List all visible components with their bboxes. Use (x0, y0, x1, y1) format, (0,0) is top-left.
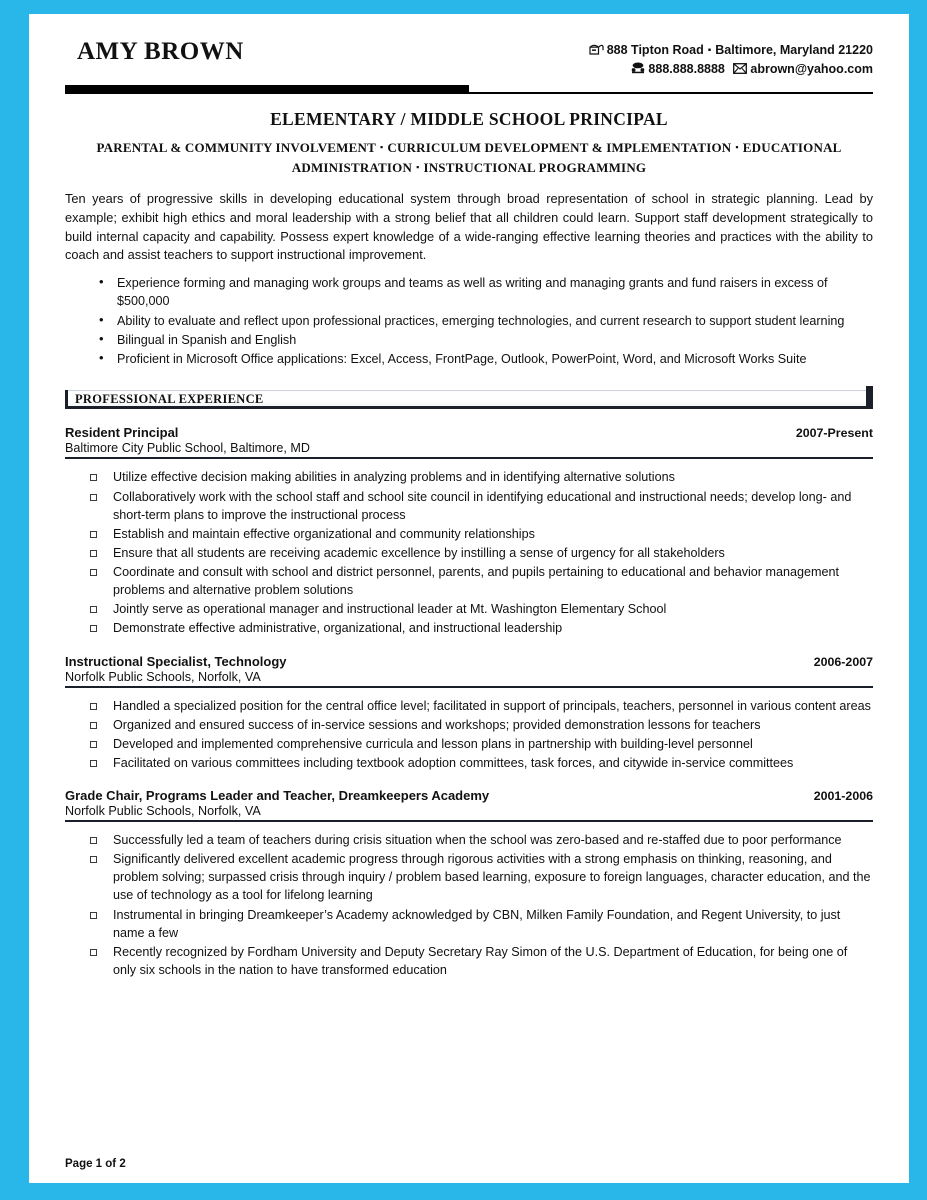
list-item: Ensure that all students are receiving academic excellence by instilling a sense of urgency for all stakeholders (87, 544, 873, 562)
list-item: • Ability to evaluate and reflect upon professional practices, emerging technologies, and current research to support student learning (99, 312, 873, 330)
section-bar-right-cap (866, 386, 873, 409)
list-item: Successfully led a team of teachers during crisis situation when the school was zero-based and re-staffed due to poor performance (87, 831, 873, 849)
email-link[interactable]: abrown@yahoo.com (750, 62, 873, 77)
job-role: Instructional Specialist, Technology (65, 653, 287, 669)
list-item: • Experience forming and managing work groups and teams as well as writing and managing grants and fund raisers in excess of $500,000 (99, 274, 873, 311)
city-state-zip-text: Baltimore, Maryland 21220 (715, 43, 873, 57)
section-title: PROFESSIONAL EXPERIENCE (75, 392, 264, 407)
summary-highlights-list (65, 274, 873, 368)
phone-text: 888.888.8888 (648, 62, 725, 77)
job-bullet-list (65, 468, 873, 637)
job-header (65, 654, 873, 669)
contact-phone-email-line (589, 60, 873, 79)
contact-block (589, 38, 873, 80)
header-thick-rule (65, 85, 469, 94)
summary-paragraph: Ten years of progressive skills in developing educational system through broad representation of school in strategic planning. Lead by example; exhibit high ethics and moral leadership with a strong belief that all children could learn. Support staff development strategically to build internal capacity and capability. Possess expert knowledge of a wide-ranging effective learning theories and practices with the ability to coach and assist teachers to support instructional improvement. (65, 191, 873, 263)
job-organization: Norfolk Public Schools, Norfolk, VA (65, 670, 873, 688)
address-text: 888 Tipton Road (606, 43, 704, 57)
job-organization: Baltimore City Public School, Baltimore, MD (65, 441, 873, 459)
specialty-2: CURRICULUM DEVELOPMENT & IMPLEMENTATION (387, 139, 732, 155)
specialty-4: INSTRUCTIONAL PROGRAMMING (423, 159, 647, 175)
list-item: Handled a specialized position for the central office level; facilitated in support of principals, teachers, personnel in various content areas (87, 697, 873, 715)
specialty-1: PARENTAL & COMMUNITY INVOLVEMENT (96, 139, 376, 155)
list-item: Coordinate and consult with school and district personnel, parents, and pupils pertaining to educational and behavior management problems and alternative problem solutions (87, 563, 873, 599)
job-dates: 2007-Present (795, 426, 873, 441)
contact-separator-1: ▪ (707, 45, 712, 56)
telephone-icon (631, 62, 645, 74)
specialty-separator-2: ▪ (735, 141, 739, 152)
specialty-separator-3: ▪ (416, 161, 420, 172)
experience-entry (65, 654, 873, 773)
list-item: Collaboratively work with the school staff and school site council in identifying educational and instructional needs; develop long- and short-term plans to improve the instructional process (87, 488, 873, 524)
mailbox-icon (589, 43, 604, 55)
specialties-line (79, 138, 859, 178)
job-header (65, 788, 873, 803)
list-item: Organized and ensured success of in-service sessions and workshops; provided demonstration lessons for teachers (87, 716, 873, 734)
specialty-3: EDUCATIONAL ADMINISTRATION (291, 139, 842, 175)
list-item: Instrumental in bringing Dreamkeeper’s Academy acknowledged by CBN, Milken Family Foundation, and Regent University, to just name a few (87, 906, 873, 942)
section-bar-left-cap (65, 390, 68, 409)
list-item: Utilize effective decision making abilities in analyzing problems and in identifying alternative solutions (87, 468, 873, 486)
job-role: Grade Chair, Programs Leader and Teacher, Dreamkeepers Academy (65, 788, 490, 804)
job-bullet-list (65, 831, 873, 979)
list-item: • Bilingual in Spanish and English (99, 331, 873, 349)
list-item: • Proficient in Microsoft Office applications: Excel, Access, FrontPage, Outlook, PowerPoint, Word, and Microsoft Works Suite (99, 350, 873, 368)
page-footer: Page 1 of 2 (65, 1158, 126, 1170)
job-role: Resident Principal (65, 425, 179, 441)
envelope-icon (733, 63, 747, 74)
list-item: Developed and implemented comprehensive curricula and lesson plans in partnership with building-level personnel (87, 735, 873, 753)
list-item: Demonstrate effective administrative, organizational, and instructional leadership (87, 619, 873, 637)
section-header-professional-experience (65, 390, 873, 409)
job-organization: Norfolk Public Schools, Norfolk, VA (65, 804, 873, 822)
resume-sheet (29, 14, 909, 1183)
list-item: Facilitated on various committees including textbook adoption committees, task forces, and citywide in-service committees (87, 754, 873, 772)
list-item: Establish and maintain effective organizational and community relationships (87, 525, 873, 543)
list-item: Significantly delivered excellent academic progress through rigorous activities with a strong emphasis on thinking, reasoning, and problem solving; surpassed crisis through inquiry / problem based learning, exposure to foreign languages, character education, and the use of technology as a tool for lifelong learning (87, 850, 873, 904)
contact-address-line (589, 41, 873, 60)
list-item: Recently recognized by Fordham University and Deputy Secretary Ray Simon of the U.S. Department of Education, for being one of only six schools in the nation to have transformed education (87, 943, 873, 979)
resume-header (65, 38, 873, 80)
specialty-separator-1: ▪ (379, 141, 384, 152)
header-divider-rule (65, 83, 873, 97)
page-title: ELEMENTARY / MIDDLE SCHOOL PRINCIPAL (270, 108, 668, 129)
job-bullet-list (65, 697, 873, 773)
job-dates: 2006-2007 (813, 654, 873, 669)
experience-entry (65, 788, 873, 979)
candidate-name: AMY BROWN (77, 38, 244, 65)
experience-entry (65, 425, 873, 637)
job-header (65, 425, 873, 440)
job-dates: 2001-2006 (813, 789, 873, 804)
list-item: Jointly serve as operational manager and instructional leader at Mt. Washington Elementary School (87, 600, 873, 618)
